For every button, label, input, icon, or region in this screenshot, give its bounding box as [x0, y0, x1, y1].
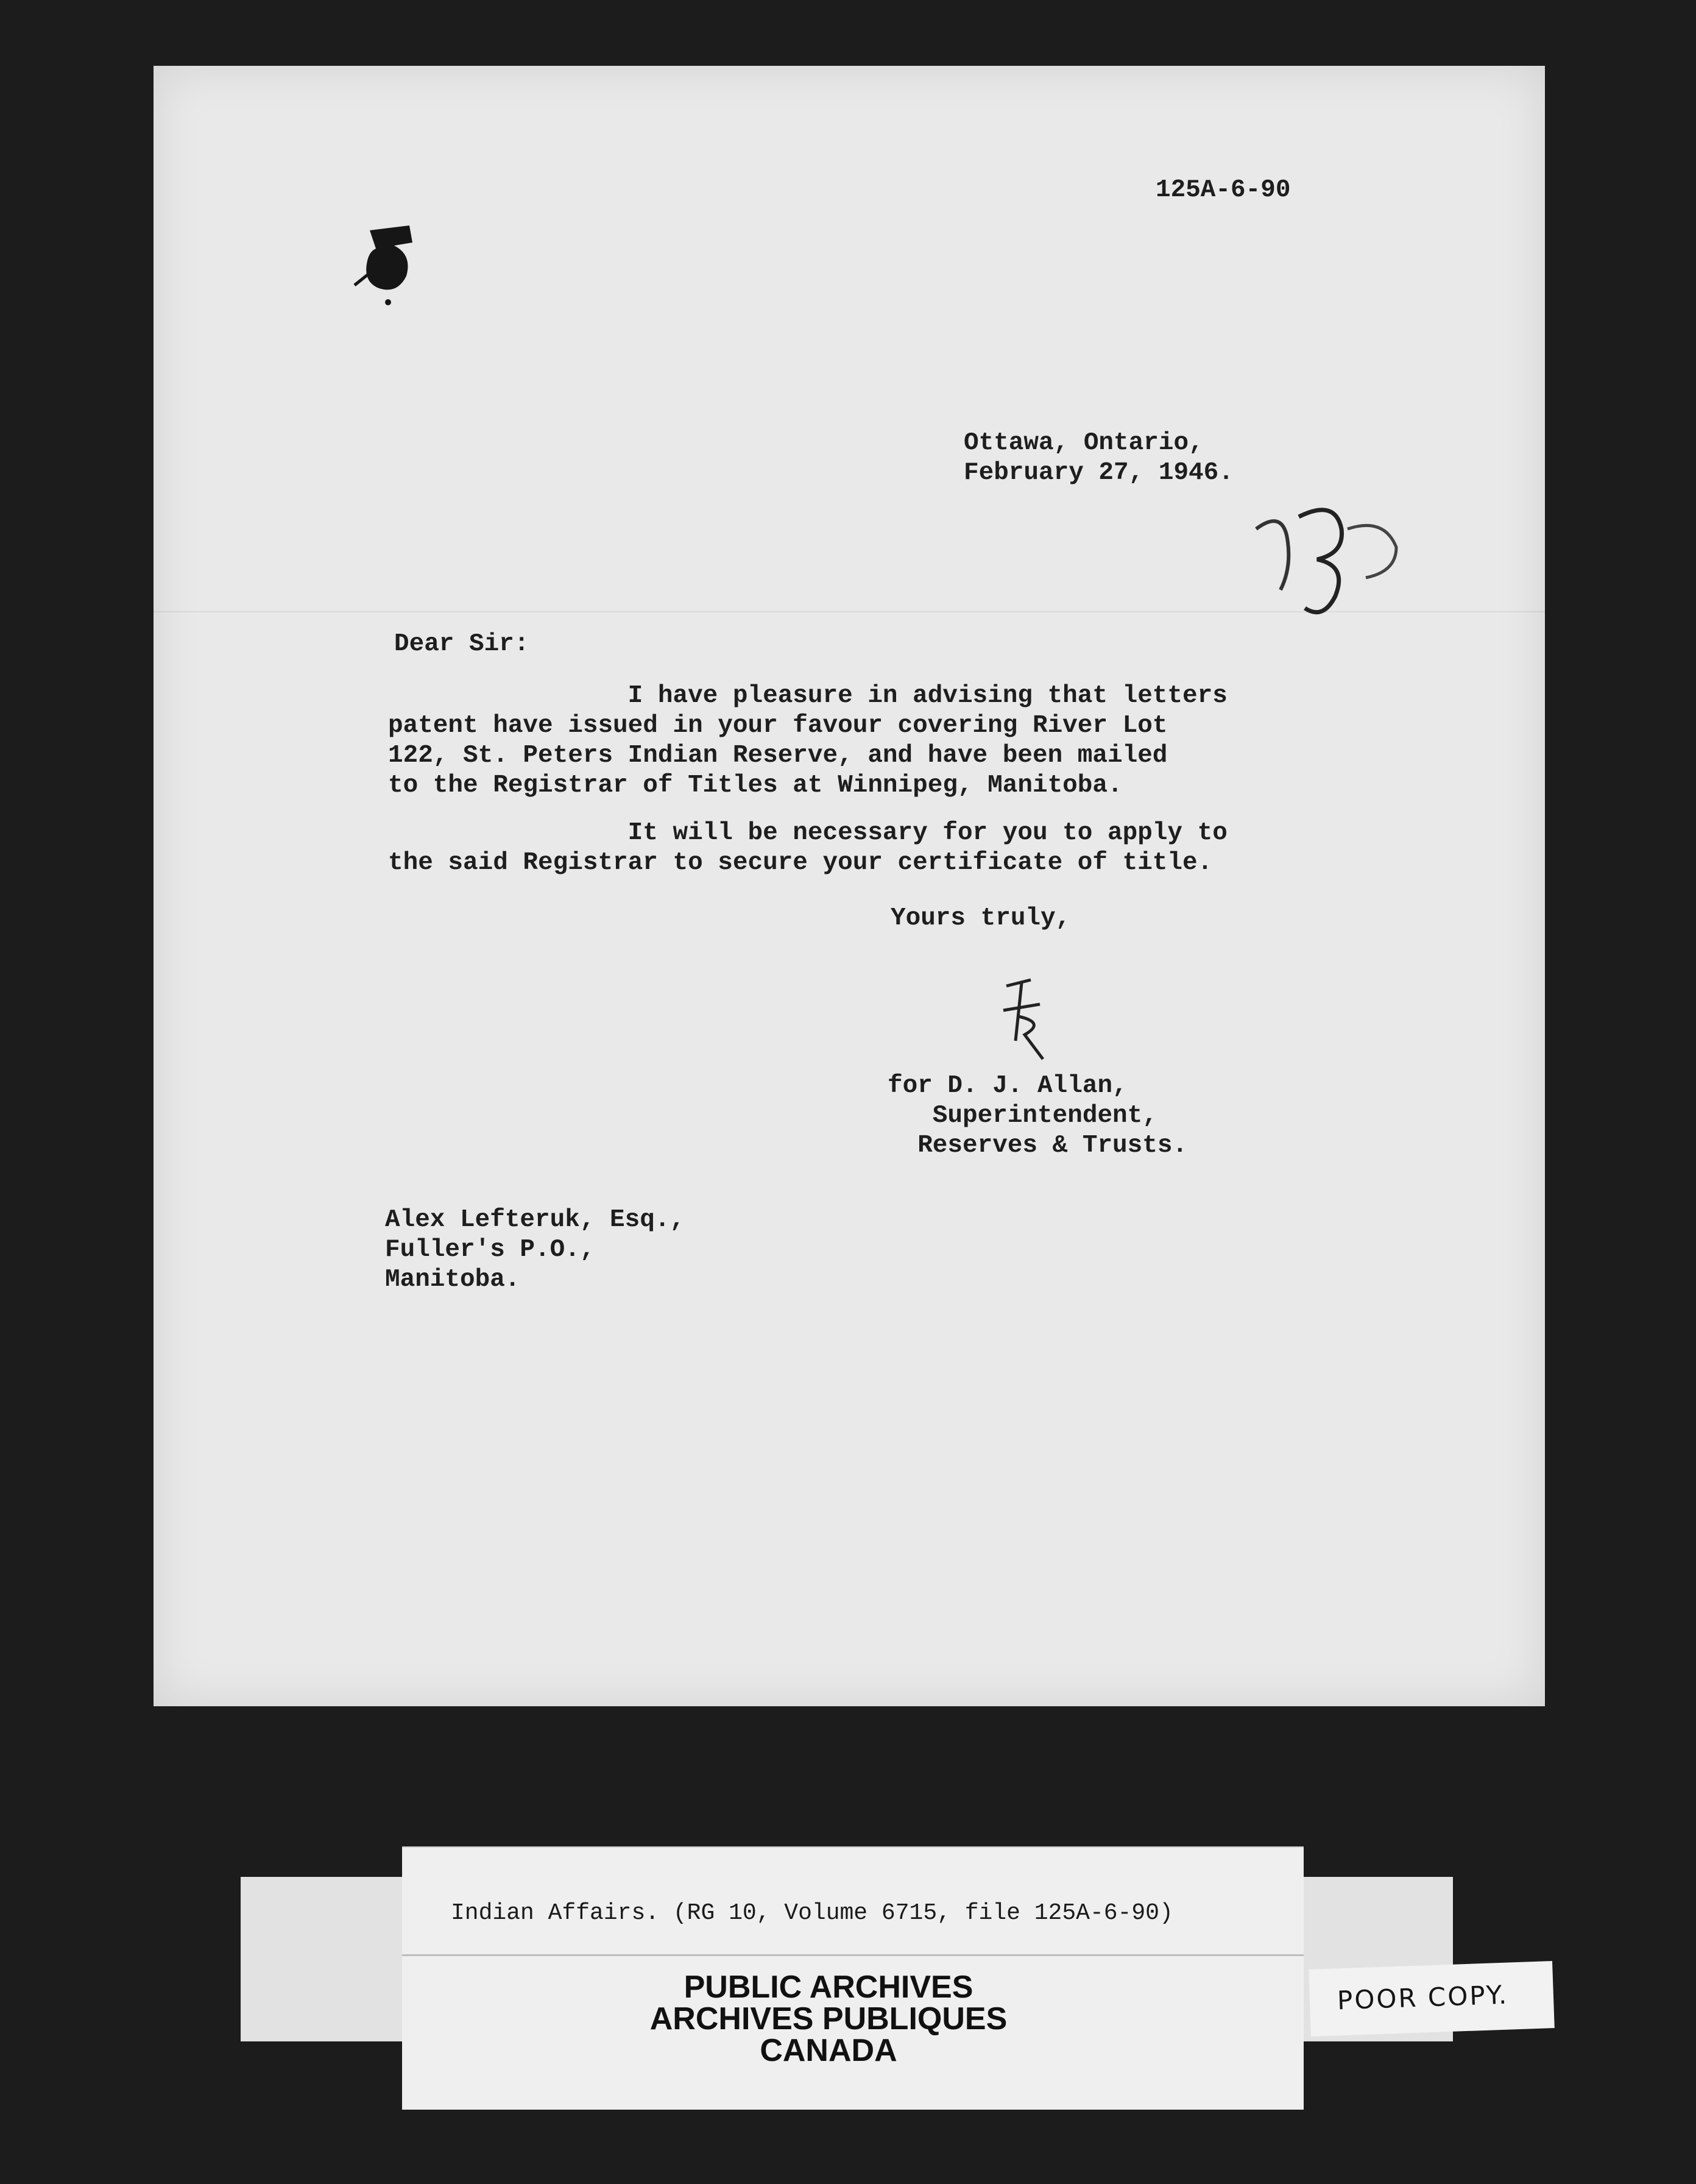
handwritten-mark — [1244, 492, 1415, 626]
archive-line-1: PUBLIC ARCHIVES — [684, 1970, 973, 2005]
addressee-block — [385, 1205, 685, 1295]
archive-reference: Indian Affairs. (RG 10, Volume 6715, file 125A-6-90) — [451, 1900, 1173, 1926]
signer-name: for D. J. Allan, — [888, 1072, 1128, 1100]
letter-page — [154, 66, 1545, 1706]
addressee-name: Alex Lefteruk, Esq., — [385, 1206, 685, 1234]
signature-block — [888, 1071, 1187, 1161]
archive-line-2: ARCHIVES PUBLIQUES — [649, 2001, 1008, 2037]
poor-copy-tag — [1309, 1961, 1555, 2037]
handwritten-initial — [988, 974, 1055, 1065]
file-reference: 125A-6-90 — [1156, 176, 1291, 204]
ink-blot-mark — [352, 218, 431, 310]
addressee-province: Manitoba. — [385, 1266, 520, 1294]
poor-copy-text: POOR COPY. — [1337, 1979, 1509, 2016]
salutation: Dear Sir: — [394, 630, 529, 658]
body-paragraph-1: I have pleasure in advising that letters patent have issued in your favour covering River Lot 122, St. Peters Indian Reserve, and have been mailed to the Registrar of Titles at Winnipeg, Manitoba. — [388, 682, 1228, 800]
place-line: Ottawa, Ontario, — [964, 429, 1204, 457]
closing: Yours truly, — [891, 904, 1071, 932]
signer-title: Superintendent, — [888, 1102, 1157, 1130]
addressee-po: Fuller's P.O., — [385, 1236, 595, 1264]
signer-department: Reserves & Trusts. — [888, 1132, 1188, 1160]
date-line: February 27, 1946. — [964, 459, 1234, 487]
archive-line-3: CANADA — [760, 2033, 897, 2068]
archive-stamp — [463, 1971, 1194, 2066]
archive-label-divider — [402, 1954, 1304, 1956]
dateline — [964, 428, 1234, 488]
body-paragraph-2: It will be necessary for you to apply to the said Registrar to secure your certificate of title. — [388, 819, 1228, 877]
